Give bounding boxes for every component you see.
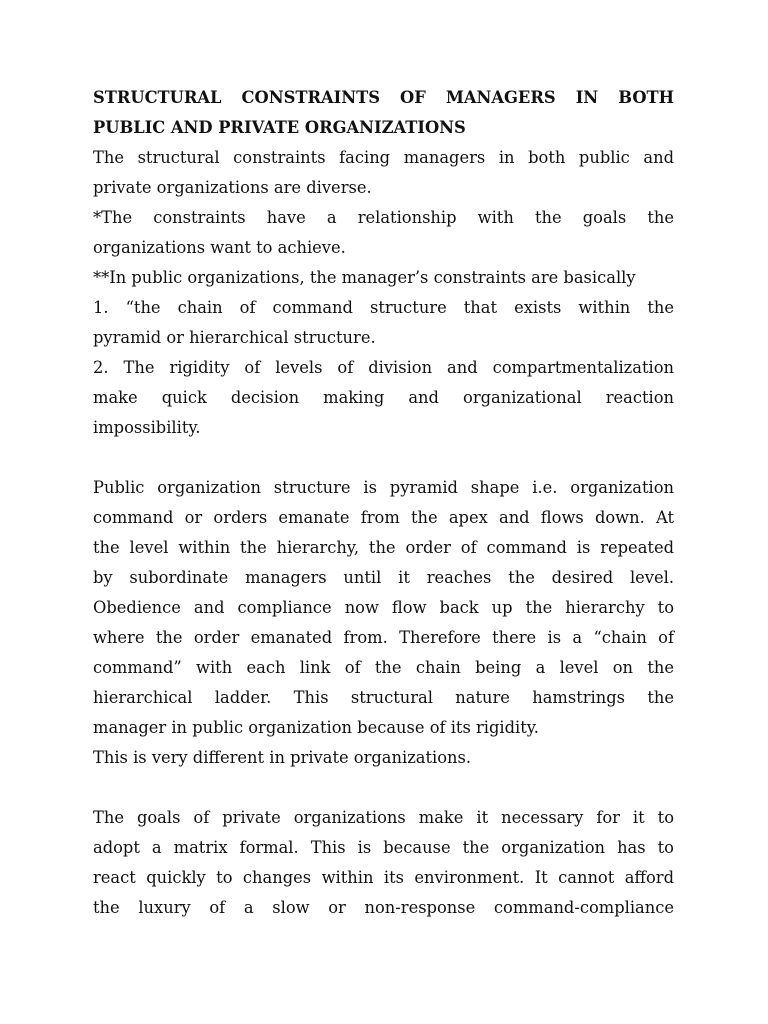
text-line: manager in public organization because of its rigidity. — [93, 718, 539, 737]
text-line: command” with each link of the chain being a level on the — [93, 658, 674, 677]
text-line: private organizations are diverse. — [93, 178, 372, 197]
text-line: 2. The rigidity of levels of division and compartmentalization — [93, 358, 674, 377]
text-line: pyramid or hierarchical structure. — [93, 328, 376, 347]
document-page — [93, 83, 674, 923]
public-constraints-point — [93, 263, 674, 293]
pyramid-paragraph — [93, 473, 674, 773]
text-line: hierarchical ladder. This structural nature hamstrings the — [93, 688, 674, 707]
text-line: The structural constraints facing managers in both public and — [93, 148, 674, 167]
text-line: impossibility. — [93, 418, 201, 437]
goals-point — [93, 203, 674, 263]
list-item-1 — [93, 293, 674, 353]
text-line: Public organization structure is pyramid shape i.e. organization — [93, 478, 674, 497]
text-line: command or orders emanate from the apex and flows down. At — [93, 508, 674, 527]
paragraph-spacer — [93, 443, 674, 473]
text-line: adopt a matrix formal. This is because the organization has to — [93, 838, 674, 857]
paragraph-spacer — [93, 773, 674, 803]
intro-paragraph — [93, 143, 674, 203]
text-line: **In public organizations, the manager’s constraints are basically — [93, 268, 636, 287]
list-item-2 — [93, 353, 674, 443]
text-line: This is very different in private organizations. — [93, 748, 472, 767]
text-line: react quickly to changes within its environment. It cannot afford — [93, 868, 674, 887]
heading-line: STRUCTURAL CONSTRAINTS OF MANAGERS IN BOTH — [93, 88, 674, 107]
text-line: the level within the hierarchy, the order of command is repeated — [93, 538, 674, 557]
text-line: by subordinate managers until it reaches the desired level. — [93, 568, 674, 587]
document-heading — [93, 83, 674, 143]
private-paragraph — [93, 803, 674, 923]
heading-line: PUBLIC AND PRIVATE ORGANIZATIONS — [93, 118, 466, 137]
text-line: the luxury of a slow or non-response command-compliance — [93, 898, 674, 917]
text-line: Obedience and compliance now flow back up the hierarchy to — [93, 598, 674, 617]
text-line: where the order emanated from. Therefore there is a “chain of — [93, 628, 674, 647]
text-line: make quick decision making and organizational reaction — [93, 388, 674, 407]
text-line: 1. “the chain of command structure that exists within the — [93, 298, 674, 317]
text-line: The goals of private organizations make it necessary for it to — [93, 808, 674, 827]
text-line: organizations want to achieve. — [93, 238, 346, 257]
text-line: *The constraints have a relationship with the goals the — [93, 208, 674, 227]
